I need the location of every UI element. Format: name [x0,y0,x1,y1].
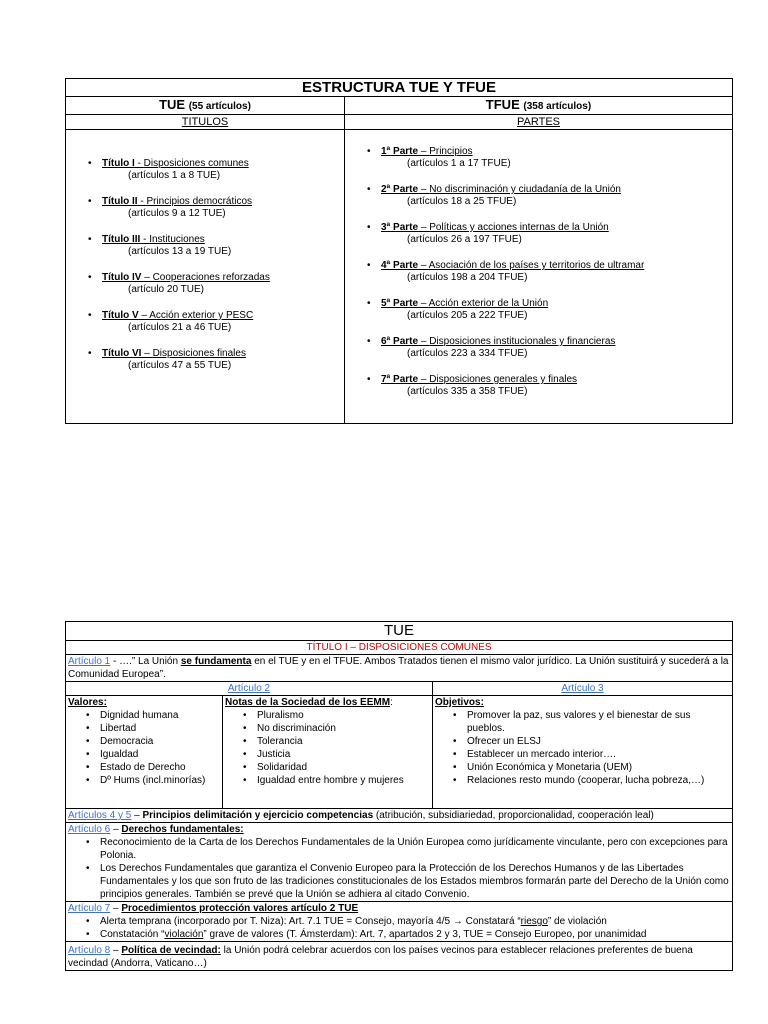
list-item: • Dº Hums (incl.minorías) [86,774,220,787]
partes-list [345,130,732,398]
articulo-6-link[interactable]: Artículo 6 [68,824,111,835]
articulo-2-link[interactable]: Artículo 2 [227,683,271,694]
list-item: • No discriminación [243,722,430,735]
partes-cell [345,130,733,424]
list-item: • 7ª Parte – Disposiciones generales y finales (artículos 335 a 358 TFUE) [367,374,732,398]
list-item: • 2ª Parte – No discriminación y ciudadanía de la Unión (artículos 18 a 25 TFUE) [367,184,732,208]
list-item: • 3ª Parte – Políticas y acciones internas de la Unión (artículos 26 a 197 TFUE) [367,222,732,246]
notas-list [225,709,430,787]
list-item: • Establecer un mercado interior…. [453,748,730,761]
list-item: • Justicia [243,748,430,761]
list-item: • Unión Económica y Monetaria (UEM) [453,761,730,774]
articulo-6-list [68,836,730,901]
list-item: • Título VI – Disposiciones finales (artículos 47 a 55 TUE) [88,348,344,372]
titulos-subheader: TITULOS [66,115,345,130]
articulos-4-5-link[interactable]: Artículos 4 y 5 [68,810,132,821]
list-item: • Título I - Disposiciones comunes (artículos 1 a 8 TUE) [88,158,344,182]
list-item: • Promover la paz, sus valores y el bienestar de sus pueblos. [453,709,730,735]
articulo-7-list [68,915,730,941]
notas-heading: Notas de la Sociedad de los EEMM: [225,697,393,708]
valores-heading: Valores: [68,697,107,708]
objetivos-cell [433,696,733,809]
tue-table [65,621,733,971]
titulos-cell [66,130,345,424]
list-item: • Libertad [86,722,220,735]
valores-cell [66,696,223,809]
articulo-8-row: Artículo 8 – Política de vecindad: la Unión podrá celebrar acuerdos con los países vecinos para establecer relaciones preferentes de buena vecindad (Andorra, Vaticano…) [66,942,733,971]
articulo-3-header [433,682,733,696]
articulo-2-header [66,682,433,696]
tue-header-label: TUE [159,97,186,112]
tue-title: TUE [66,622,733,641]
list-item: • 6ª Parte – Disposiciones institucionales y financieras (artículos 223 a 334 TFUE) [367,336,732,360]
list-item: • Alerta temprana (incorporado por T. Niza): Art. 7.1 TUE = Consejo, mayoría 4/5 → Constatará “riesgo” de violación [86,915,730,928]
list-item: • Igualdad [86,748,220,761]
list-item: • Título II - Principios democráticos (artículos 9 a 12 TUE) [88,196,344,220]
objetivos-heading: Objetivos: [435,697,484,708]
list-item: • Relaciones resto mundo (cooperar, lucha pobreza,…) [453,774,730,787]
list-item: • Título IV – Cooperaciones reforzadas (artículo 20 TUE) [88,272,344,296]
list-item: • Tolerancia [243,735,430,748]
list-item: • Los Derechos Fundamentales que garantiza el Convenio Europeo para la Protección de los Derechos Humanos y de las Libertades Fundamentales y los que son fruto de las tradiciones constitucionales de los Estados miembros formarán parte del Derecho de la Unión como principios generales. También se prevé que la Unión se adhiera al citado Convenio. [86,862,730,901]
articulo-8-link[interactable]: Artículo 8 [68,945,111,956]
articulo-7-row: Artículo 7 – Procedimientos protección valores artículo 2 TUE • Alerta temprana (incorporado por T. Niza): Art. 7.1 TUE = Consejo, mayoría 4/5 → Constatará “riesgo” de violación • Constatación “violación” grave de valores (T. Ámsterdam): Art. 7, apartados 2 y 3, TUE = Consejo Europeo, por unanimidad [66,902,733,942]
list-item: • Título III - Instituciones (artículos 13 a 19 TUE) [88,234,344,258]
list-item: • 4ª Parte – Asociación de los países y territorios de ultramar (artículos 198 a 204 TFUE) [367,260,732,284]
valores-list [68,709,220,787]
estructura-title: ESTRUCTURA TUE Y TFUE [66,79,733,97]
list-item: • 5ª Parte – Acción exterior de la Unión (artículos 205 a 222 TFUE) [367,298,732,322]
tfue-header-count: (358 artículos) [523,101,592,112]
list-item: • Solidaridad [243,761,430,774]
list-item: • Ofrecer un ELSJ [453,735,730,748]
objetivos-list [435,709,730,787]
tfue-header [345,97,733,115]
list-item: • Título V – Acción exterior y PESC (artículos 21 a 46 TUE) [88,310,344,334]
list-item: • 1ª Parte – Principios (artículos 1 a 17 TFUE) [367,146,732,170]
tue-header [66,97,345,115]
articulos-4-5-row: Artículos 4 y 5 – Principios delimitación y ejercicio competencias (atribución, subsidiariedad, proporcionalidad, cooperación leal) [66,809,733,823]
titulo-i-heading: TÍTULO I – DISPOSICIONES COMUNES [66,641,733,655]
tue-header-count: (55 artículos) [188,101,251,112]
list-item: • Dignidad humana [86,709,220,722]
articulo-1-link[interactable]: Artículo 1 [68,656,111,667]
titulos-list [66,130,344,372]
list-item: • Constatación “violación” grave de valores (T. Ámsterdam): Art. 7, apartados 2 y 3, TUE = Consejo Europeo, por unanimidad [86,928,730,941]
articulo-6-row: Artículo 6 – Derechos fundamentales: • Reconocimiento de la Carta de los Derechos Fundamentales de la Unión Europea como jurídicamente vinculante, pero con excepciones para Polonia. • Los Derechos Fundamentales que garantiza el Convenio Europeo para la Protección de los Derechos Humanos y de las Libertades Fundamentales y los que son fruto de las tradiciones constitucionales de los Estados miembros formarán parte del Derecho de la Unión como principios generales. También se prevé que la Unión se adhiera al citado Convenio. [66,823,733,902]
list-item: • Igualdad entre hombre y mujeres [243,774,430,787]
list-item: • Democracia [86,735,220,748]
articulo-7-link[interactable]: Artículo 7 [68,903,111,914]
estructura-table [65,78,733,424]
articulo-3-link[interactable]: Artículo 3 [561,683,604,694]
list-item: • Estado de Derecho [86,761,220,774]
list-item: • Pluralismo [243,709,430,722]
partes-subheader: PARTES [345,115,733,130]
tfue-header-label: TFUE [485,97,520,112]
notas-cell [223,696,433,809]
list-item: • Reconocimiento de la Carta de los Derechos Fundamentales de la Unión Europea como jurídicamente vinculante, pero con excepciones para Polonia. [86,836,730,862]
articulo-1-row: Artículo 1 - ….” La Unión se fundamenta en el TUE y en el TFUE. Ambos Tratados tienen el mismo valor jurídico. La Unión sustituirá y sucederá a la Comunidad Europea”. [66,655,733,682]
